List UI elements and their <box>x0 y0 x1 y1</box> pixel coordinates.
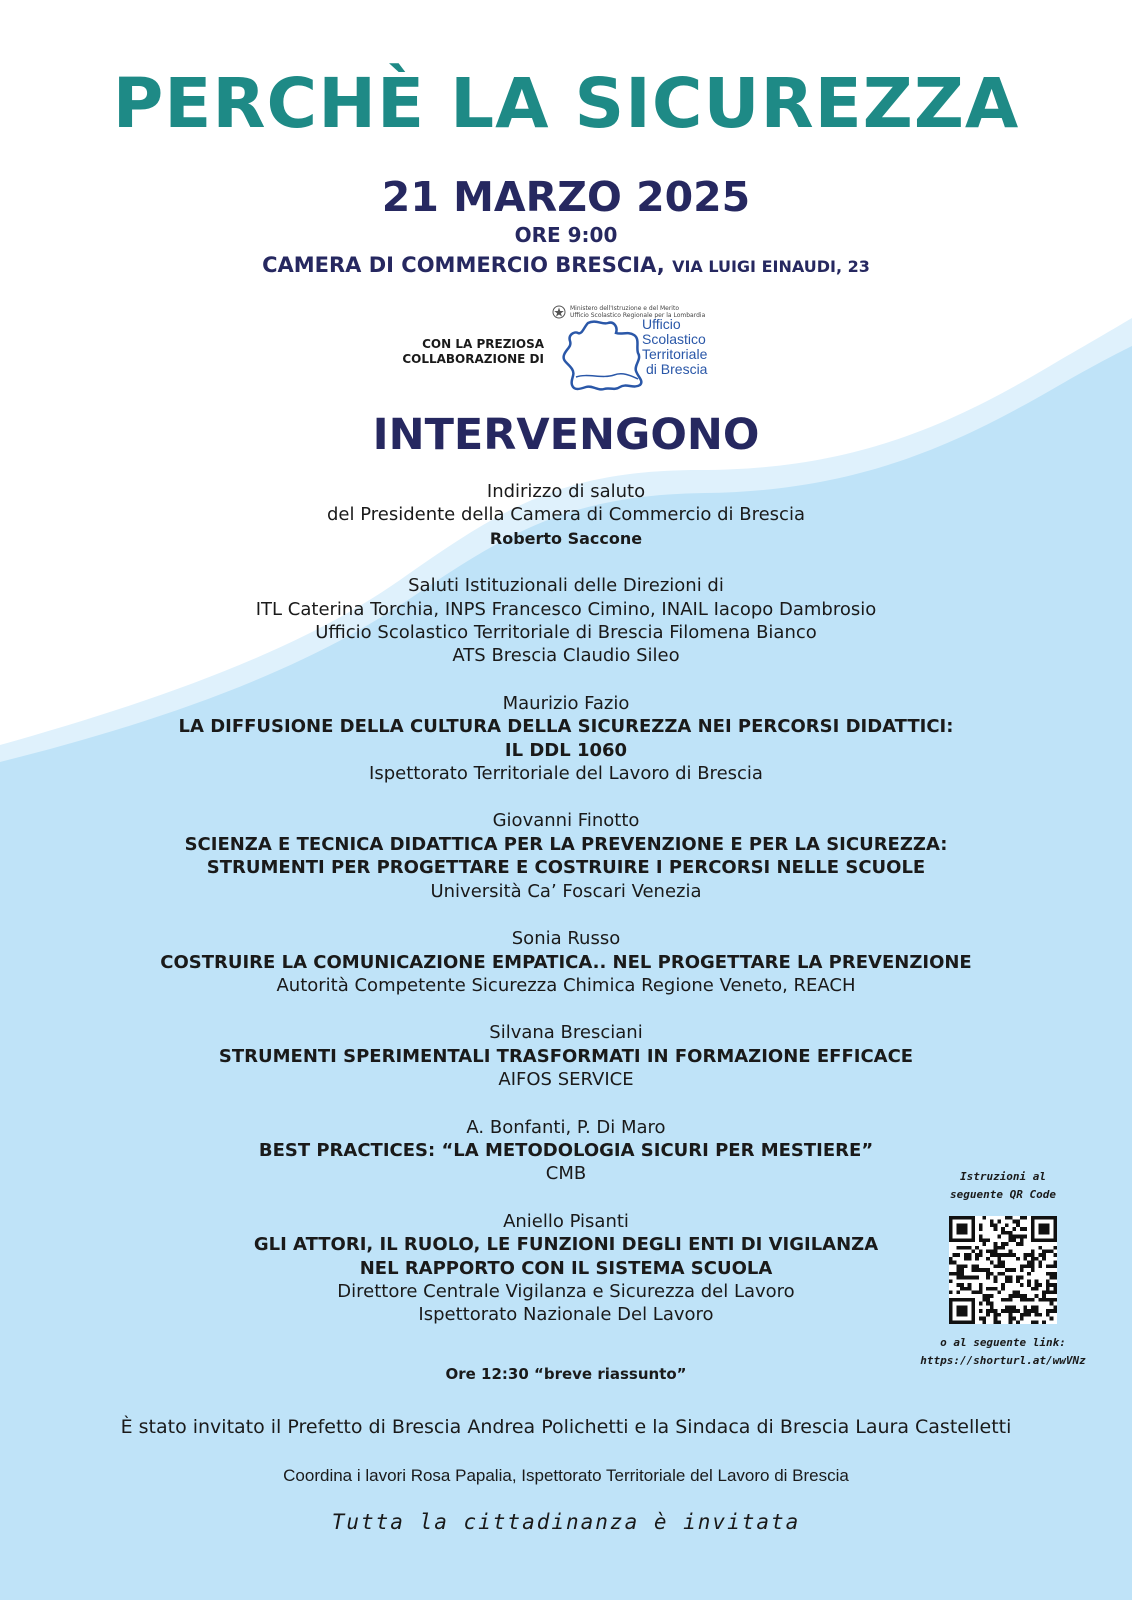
venue-name: CAMERA DI COMMERCIO BRESCIA, <box>262 253 665 277</box>
summary-note: Ore 12:30 “breve riassunto” <box>445 1365 687 1383</box>
speaker-line: NEL RAPPORTO CON IL SISTEMA SCUOLA <box>359 1257 773 1279</box>
ministry-line: Ministero dell'Istruzione e del Merito <box>570 305 679 312</box>
qr-panel <box>918 1168 1088 1370</box>
speaker-block <box>0 574 1132 668</box>
speaker-line: Sonia Russo <box>511 928 621 950</box>
event-date: 21 MARZO 2025 <box>381 173 751 221</box>
ministry-line: Ufficio Scolastico Regionale per la Lombardia <box>570 312 706 319</box>
closing-line: Tutta la cittadinanza è invitata <box>331 1510 801 1534</box>
venue-address: VIA LUIGI EINAUDI, 23 <box>672 257 870 276</box>
logo-line: di Brescia <box>646 361 708 377</box>
ust-brescia-logo <box>548 305 748 395</box>
speaker-line: Aniello Pisanti <box>503 1210 629 1232</box>
speaker-line: Autorità Competente Sicurezza Chimica Regione Veneto, REACH <box>276 974 856 996</box>
speaker-line: COSTRUIRE LA COMUNICAZIONE EMPATICA.. NEL PROGETTARE LA PREVENZIONE <box>160 951 972 973</box>
speaker-line: Maurizio Fazio <box>502 692 630 714</box>
coordinator: Coordina i lavori Rosa Papalia, Ispettorato Territoriale del Lavoro di Brescia <box>283 1466 849 1485</box>
speaker-line: ITL Caterina Torchia, INPS Francesco Cimino, INAIL Iacopo Dambrosio <box>255 598 877 620</box>
speaker-block <box>0 692 1132 786</box>
speaker-line: CMB <box>545 1163 587 1185</box>
qr-link-label: o al seguente link: <box>940 1336 1066 1349</box>
logo-line: Ufficio <box>642 316 681 332</box>
collaboration-line: COLLABORAZIONE DI <box>402 352 544 366</box>
speaker-line: A. Bonfanti, P. Di Maro <box>466 1116 666 1138</box>
collaboration-line: CON LA PREZIOSA <box>422 337 544 351</box>
speaker-line: STRUMENTI SPERIMENTALI TRASFORMATI IN FORMAZIONE EFFICACE <box>218 1045 914 1067</box>
qr-caption: seguente QR Code <box>950 1188 1056 1201</box>
speaker-line: Ispettorato Nazionale Del Lavoro <box>418 1304 714 1326</box>
poster-title: PERCHÈ LA SICUREZZA <box>112 64 1020 144</box>
section-title: INTERVENGONO <box>372 410 760 460</box>
speaker-line: IL DDL 1060 <box>504 739 628 761</box>
qr-code[interactable] <box>949 1216 1057 1324</box>
speaker-line: STRUMENTI PER PROGETTARE E COSTRUIRE I PERCORSI NELLE SCUOLE <box>206 857 926 879</box>
speaker-line: Saluti Istituzionali delle Direzioni di <box>408 575 724 597</box>
lombardy-map-icon <box>558 317 646 395</box>
speaker-line: Giovanni Finotto <box>492 810 640 832</box>
speaker-block <box>0 809 1132 903</box>
speaker-line: Università Ca’ Foscari Venezia <box>430 880 702 902</box>
speaker-block <box>0 927 1132 997</box>
qr-link[interactable]: https://shorturl.at/wwVNz <box>920 1354 1086 1367</box>
event-time: ORE 9:00 <box>514 223 618 247</box>
speaker-line: Direttore Centrale Vigilanza e Sicurezza del Lavoro <box>337 1280 795 1302</box>
logo-line: Territoriale <box>642 346 708 362</box>
speaker-block <box>0 1021 1132 1091</box>
speaker-line: Ufficio Scolastico Territoriale di Brescia Filomena Bianco <box>315 622 817 644</box>
speaker-line: Ispettorato Territoriale del Lavoro di Brescia <box>369 763 763 785</box>
invited-guests: È stato invitato il Prefetto di Brescia Andrea Polichetti e la Sindaca di Brescia Laura Castelletti <box>120 1416 1012 1438</box>
speaker-line: ATS Brescia Claudio Sileo <box>452 645 680 667</box>
event-venue <box>0 251 1132 281</box>
speaker-line: del Presidente della Camera di Commercio di Brescia <box>327 504 805 526</box>
speaker-line: SCIENZA E TECNICA DIDATTICA PER LA PREVENZIONE E PER LA SICUREZZA: <box>184 833 948 855</box>
speaker-line: GLI ATTORI, IL RUOLO, LE FUNZIONI DEGLI ENTI DI VIGILANZA <box>253 1234 879 1256</box>
qr-caption: Istruzioni al <box>959 1170 1047 1183</box>
collaboration-label <box>330 337 544 367</box>
speaker-line: LA DIFFUSIONE DELLA CULTURA DELLA SICUREZZA NEI PERCORSI DIDATTICI: <box>178 716 954 738</box>
speaker-line: Indirizzo di saluto <box>486 481 646 502</box>
speaker-line: BEST PRACTICES: “LA METODOLOGIA SICURI PER MESTIERE” <box>258 1139 874 1161</box>
ust-logo-text <box>642 317 707 377</box>
speaker-line: AIFOS SERVICE <box>498 1069 634 1091</box>
speaker-block <box>0 480 1132 550</box>
speaker-line: Roberto Saccone <box>489 528 643 548</box>
speaker-line: Silvana Bresciani <box>489 1022 643 1044</box>
logo-line: Scolastico <box>642 331 706 347</box>
